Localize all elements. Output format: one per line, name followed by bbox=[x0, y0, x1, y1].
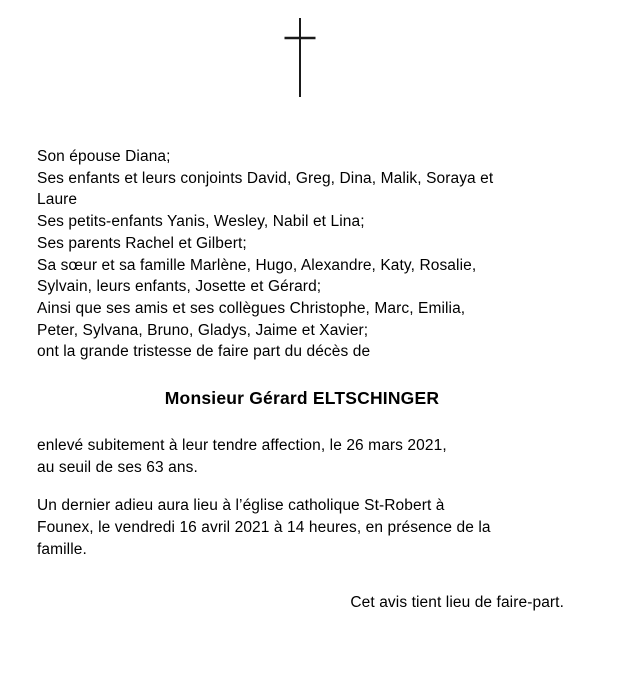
ceremony-paragraph bbox=[37, 495, 567, 560]
closing-statement: Cet avis tient lieu de faire-part. bbox=[350, 593, 564, 611]
family-line: Ainsi que ses amis et ses collègues Christophe, Marc, Emilia, bbox=[37, 299, 466, 317]
family-line: Ses enfants et leurs conjoints David, Greg, Dina, Malik, Soraya et bbox=[37, 169, 494, 187]
family-line: Son épouse Diana; bbox=[37, 148, 171, 165]
family-line: Ses petits-enfants Yanis, Wesley, Nabil et Lina; bbox=[37, 213, 365, 231]
ceremony-line: famille. bbox=[37, 540, 87, 558]
family-line: Peter, Sylvana, Bruno, Gladys, Jaime et Xavier; bbox=[37, 321, 369, 339]
family-paragraph bbox=[37, 146, 567, 363]
family-line: ont la grande tristesse de faire part du décès de bbox=[37, 343, 371, 361]
family-line: Ses parents Rachel et Gilbert; bbox=[37, 234, 247, 252]
family-line: Laure bbox=[37, 191, 78, 209]
ceremony-line: Un dernier adieu aura lieu à l’église catholique St-Robert à bbox=[37, 497, 445, 515]
cross-icon bbox=[284, 17, 316, 98]
death-line: au seuil de ses 63 ans. bbox=[37, 458, 198, 476]
ceremony-line: Founex, le vendredi 16 avril 2021 à 14 heures, en présence de la bbox=[37, 519, 491, 537]
death-line: enlevé subitement à leur tendre affection, le 26 mars 2021, bbox=[37, 437, 447, 455]
obituary-notice bbox=[37, 146, 567, 613]
family-line: Sylvain, leurs enfants, Josette et Gérard; bbox=[37, 278, 322, 296]
family-line: Sa sœur et sa famille Marlène, Hugo, Alexandre, Katy, Rosalie, bbox=[37, 256, 477, 274]
death-paragraph bbox=[37, 435, 567, 478]
deceased-name: Monsieur Gérard ELTSCHINGER bbox=[164, 388, 440, 409]
